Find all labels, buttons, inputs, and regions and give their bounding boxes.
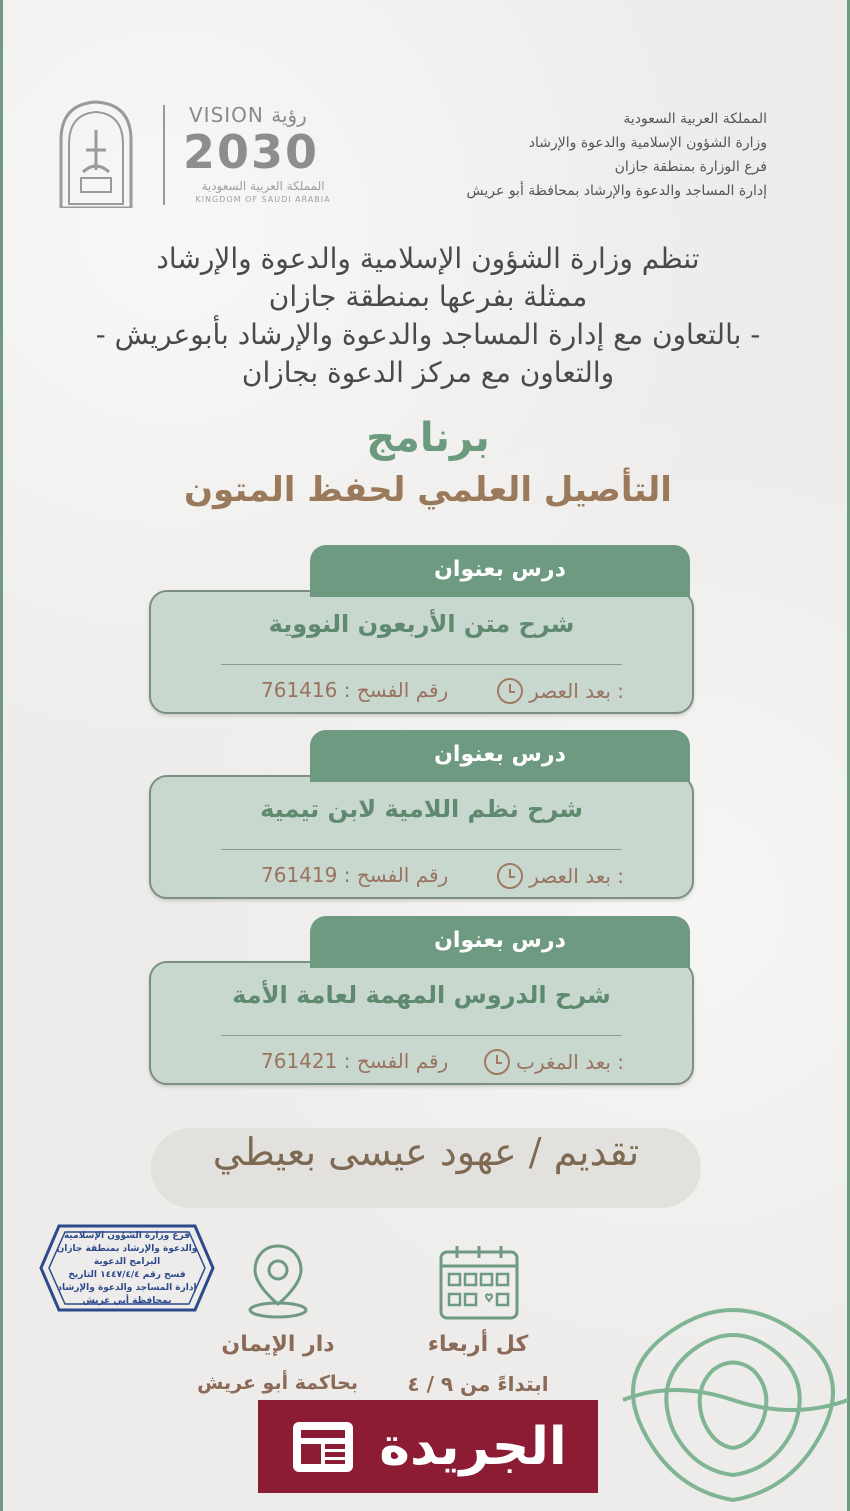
presenter-name: تقديم / عهود عيسى بعيطي [212,1130,640,1174]
location-pin-icon [243,1240,313,1320]
lesson-time [497,861,624,891]
location-sub: بحاكمة أبو عريش [197,1372,358,1394]
schedule-start: ابتداءً من ٩ / ٤ [407,1372,549,1396]
lesson-title: شرح الدروس المهمة لعامة الأمة [232,981,611,1009]
program-label: برنامج [366,415,490,461]
lesson-divider [221,1035,622,1036]
lesson-time-text: : بعد العصر [529,679,624,703]
header-divider [163,105,165,205]
header [53,95,767,215]
lesson-time [497,676,624,706]
ministry-line: المملكة العربية السعودية [623,111,767,127]
lesson-title: شرح نظم اللامية لابن تيمية [260,795,583,823]
lesson-divider [221,849,622,850]
lesson-card-body [149,961,694,1085]
lesson-tab: درس بعنوان [310,545,690,597]
ministry-lines [437,107,767,203]
stamp-line: إدارة المساجد والدعوة والإرشاد [57,1283,197,1293]
lesson-title: شرح متن الأربعون النووية [268,610,575,638]
vision-year: 2030 [183,125,320,179]
intro-line: ممثلة بفرعها بمنطقة جازان [268,280,588,313]
stamp-line: فرع وزارة الشؤون الإسلامية [63,1231,191,1241]
lesson-permit-number: رقم الفسح : 761416 [261,678,449,702]
location-name: دار الإيمان [221,1332,335,1357]
vision-country-ar: المملكة العربية السعودية [201,179,325,193]
vision-2030-logo [183,103,343,213]
ministry-emblem-icon [53,100,139,208]
newspaper-icon [289,1418,357,1476]
lesson-time [484,1047,624,1077]
stamp-line: بمحافظة أبي عريش [82,1296,172,1306]
brand-name: الجريدة [379,1416,567,1477]
lesson-tab: درس بعنوان [310,730,690,782]
stamp-line: البرامج الدعوية [93,1257,161,1267]
lesson-card-body [149,775,694,899]
clock-icon [484,1049,510,1075]
stamp-text [39,1230,215,1308]
intro-line: والتعاون مع مركز الدعوة بجازان [241,356,615,389]
lesson-permit-number: رقم الفسح : 761421 [261,1049,449,1073]
stamp-line: والدعوة والإرشاد بمنطقة جازان [56,1244,198,1254]
lesson-divider [221,664,622,665]
calendar-icon [437,1242,521,1322]
lesson-time-text: : بعد العصر [529,864,624,888]
geometric-ornament-icon [613,1290,850,1511]
vision-country-en: KINGDOM OF SAUDI ARABIA [195,195,331,204]
ministry-line: وزارة الشؤون الإسلامية والدعوة والإرشاد [528,135,767,151]
clock-icon [497,863,523,889]
ministry-line: فرع الوزارة بمنطقة جازان [614,159,767,175]
ministry-line: إدارة المساجد والدعوة والإرشاد بمحافظة أبو عريش [466,183,767,199]
brand-watermark [258,1400,598,1493]
lesson-time-text: : بعد المغرب [516,1050,624,1074]
lesson-card-body [149,590,694,714]
clock-icon [497,678,523,704]
intro-line: - بالتعاون مع إدارة المساجد والدعوة والإرشاد بأبوعريش - [95,318,761,351]
intro-line: تنظم وزارة الشؤون الإسلامية والدعوة والإرشاد [156,242,700,275]
lesson-tab: درس بعنوان [310,916,690,968]
stamp-line: فسح رقم ١٤٤٧/٤/٤ التاريخ [68,1270,186,1280]
vision-top-text: VISION رؤية [189,103,307,127]
intro-text [83,240,773,392]
lesson-permit-number: رقم الفسح : 761419 [261,863,449,887]
program-title: التأصيل العلمي لحفظ المتون [184,470,672,510]
schedule-day: كل أربعاء [427,1332,529,1357]
